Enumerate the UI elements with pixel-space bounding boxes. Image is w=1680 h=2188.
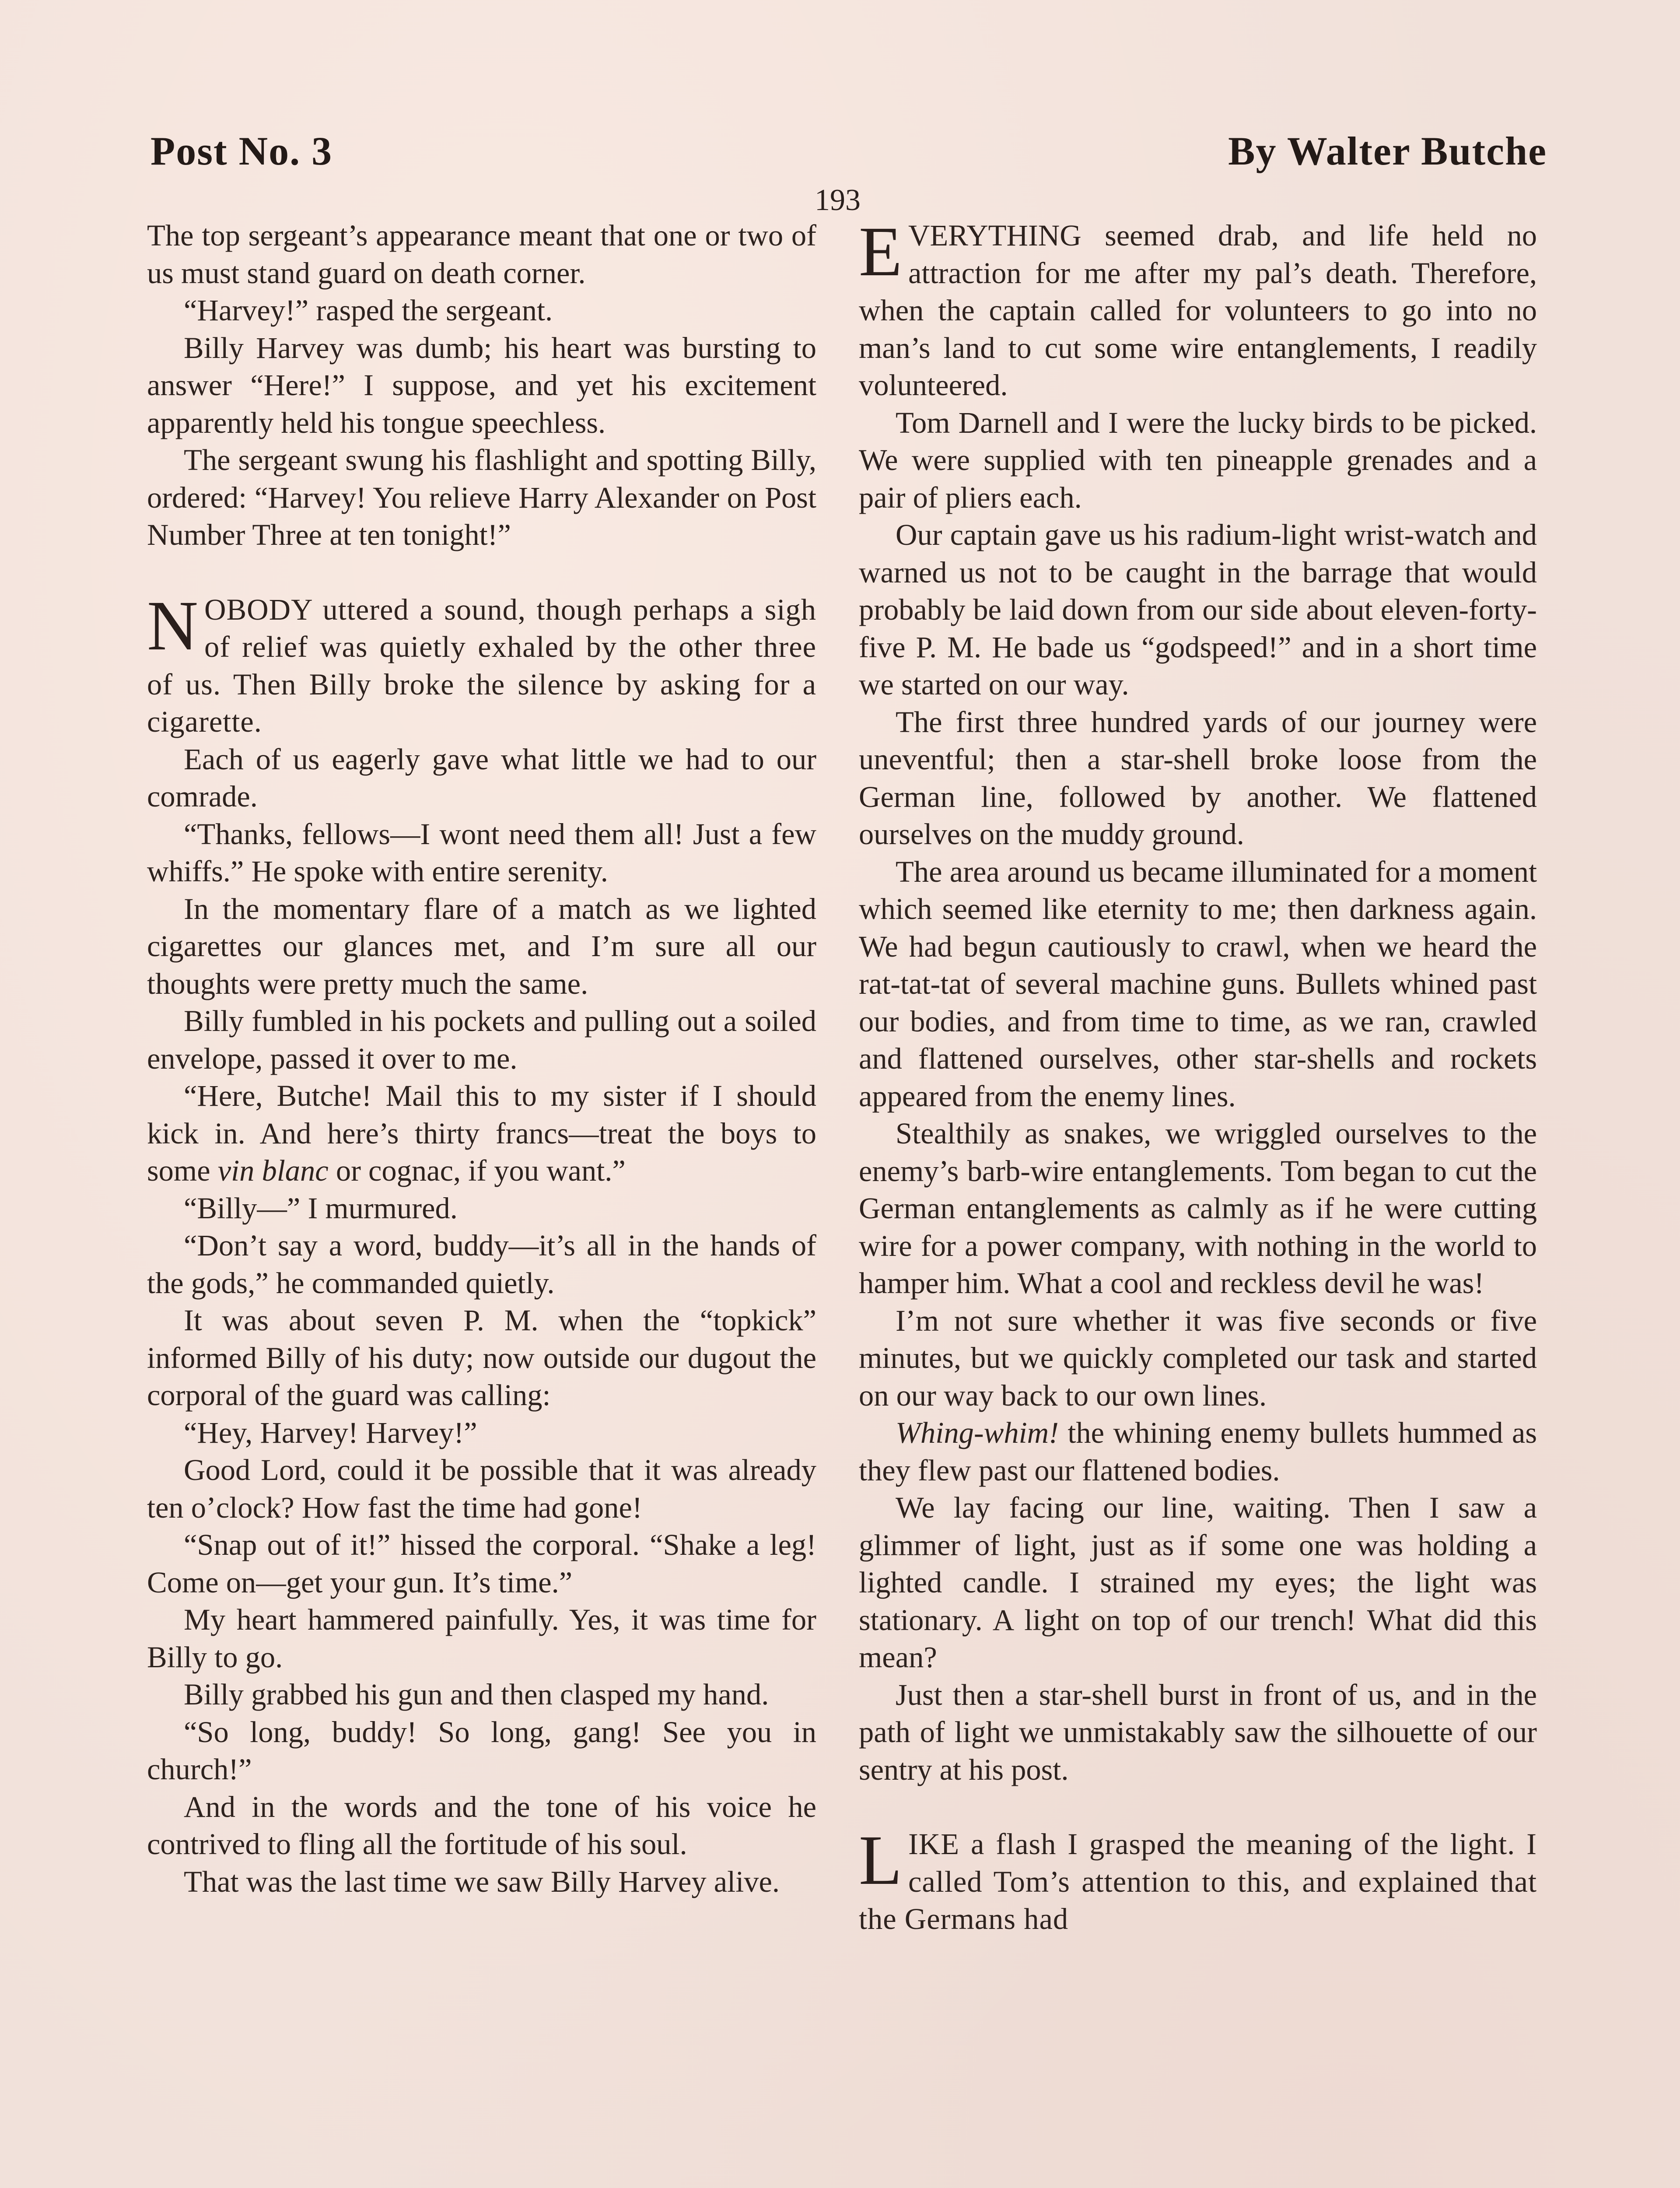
paragraph <box>147 1077 816 1190</box>
drop-cap: L <box>859 1821 902 1900</box>
section-opening-paragraph <box>859 1821 1537 1938</box>
paragraph: Billy fumbled in his pockets and pulling out a soiled envelope, passed it over to me. <box>147 1004 816 1075</box>
story-title: Post No. 3 <box>150 129 333 173</box>
drop-cap: E <box>859 213 902 291</box>
paragraph: And in the words and the tone of his voice he contrived to fling all the fortitude of his soul. <box>147 1790 816 1861</box>
section-opening-paragraph <box>147 586 816 741</box>
paragraph: “Don’t say a word, buddy—it’s all in the hands of the gods,” he commanded quietly. <box>147 1229 816 1300</box>
paragraph: We lay facing our line, waiting. Then I saw a glimmer of light, just as if some one was holding a lighted candle. I strained my eyes; the light was stationary. A light on top of our trench! What did this mean? <box>859 1491 1537 1674</box>
paragraph: “So long, buddy! So long, gang! See you in church!” <box>147 1715 816 1786</box>
paragraph: “Billy—” I murmured. <box>184 1191 458 1225</box>
paragraph: The first three hundred yards of our journey were uneventful; then a star-shell broke loose from the German line, followed by another. We flattened ourselves on the muddy ground. <box>859 705 1537 851</box>
paragraph: That was the last time we saw Billy Harvey alive. <box>184 1865 780 1898</box>
paragraph: In the momentary flare of a match as we lighted cigarettes our glances met, and I’m sure all our thoughts were pretty much the same. <box>147 892 816 1000</box>
paragraph: I’m not sure whether it was five seconds or five minutes, but we quickly completed our task and started on our way back to our own lines. <box>859 1304 1537 1412</box>
paragraph <box>859 1414 1537 1489</box>
paragraph-text: or cognac, if you want.” <box>328 1154 626 1187</box>
paragraph: Tom Darnell and I were the lucky birds to be picked. We were supplied with ten pineapple grenades and a pair of pliers each. <box>859 406 1537 514</box>
paragraph: The sergeant swung his flashlight and spotting Billy, ordered: “Harvey! You relieve Harry Alexander on Post Number Three at ten tonight!” <box>147 443 816 551</box>
paragraph: The top sergeant’s appearance meant that one or two of us must stand guard on death corner. <box>147 219 816 290</box>
paragraph-text: OBODY uttered a sound, though perhaps a sigh of relief was quietly exhaled by the other three of us. Then Billy broke the silence by asking for a cigarette. <box>147 593 816 738</box>
paragraph: The area around us became illuminated for a moment which seemed like eternity to me; then darkness again. We had begun cautiously to crawl, when we heard the rat-tat-tat of several machine guns. Bullets whined past our bodies, and from time to time, as we ran, crawled and flattened ourselves, other star-shells and rockets appeared from the enemy lines. <box>859 855 1537 1113</box>
paragraph: “Thanks, fellows—I wont need them all! Just a few whiffs.” He spoke with entire serenity. <box>147 817 816 888</box>
paragraph: “Snap out of it!” hissed the corporal. “Shake a leg! Come on—get your gun. It’s time.” <box>147 1528 816 1599</box>
drop-cap: N <box>147 586 198 665</box>
paragraph: Each of us eagerly gave what little we had to our comrade. <box>147 742 816 813</box>
page-number: 193 <box>815 183 861 217</box>
paragraph: “Hey, Harvey! Harvey!” <box>184 1416 477 1449</box>
story-byline: By Walter Butche <box>1228 129 1547 173</box>
paragraph: Just then a star-shell burst in front of us, and in the path of light we unmistakably saw the silhouette of our sentry at his post. <box>859 1678 1537 1786</box>
italic-phrase: Whing-whim! <box>896 1416 1059 1449</box>
right-column <box>859 213 1537 1938</box>
paragraph: Billy grabbed his gun and then clasped my hand. <box>184 1678 769 1711</box>
paragraph: It was about seven P. M. when the “topkick” informed Billy of his duty; now outside our dugout the corporal of the guard was calling: <box>147 1304 816 1412</box>
section-opening-paragraph <box>859 213 1537 404</box>
paragraph: Good Lord, could it be possible that it was already ten o’clock? How fast the time had gone! <box>147 1453 816 1524</box>
paragraph-text: “Here, Butche! Mail this to my sister if I should kick in. And here’s thirty francs—treat the boys to some <box>147 1079 816 1187</box>
paragraph-text: the whining enemy bullets hummed as they flew past our flattened bodies. <box>859 1416 1537 1487</box>
paragraph: “Harvey!” rasped the sergeant. <box>184 294 553 327</box>
italic-phrase: vin blanc <box>217 1154 329 1187</box>
paragraph: My heart hammered painfully. Yes, it was time for Billy to go. <box>147 1603 816 1674</box>
paragraph-text: IKE a flash I grasped the meaning of the light. I called Tom’s attention to this, and explained that the Germans had <box>859 1827 1537 1936</box>
paragraph: Billy Harvey was dumb; his heart was bursting to answer “Here!” I suppose, and yet his excitement apparently held his tongue speechless. <box>147 331 816 439</box>
paragraph-text: VERYTHING seemed drab, and life held no attraction for me after my pal’s death. Therefore, when the captain called for volunteers to go into no man’s land to cut some wire entanglements, I readily volunteered. <box>859 219 1537 402</box>
paragraph: Our captain gave us his radium-light wrist-watch and warned us not to be caught in the barrage that would probably be laid down from our side about eleven-forty-five P. M. He bade us “godspeed!” and in a short time we started on our way. <box>859 518 1537 701</box>
left-column <box>147 217 816 1900</box>
paragraph: Stealthily as snakes, we wriggled ourselves to the enemy’s barb-wire entanglements. Tom began to cut the German entanglements as calmly as if he were cutting wire for a power company, with nothing in the world to hamper him. What a cool and reckless devil he was! <box>859 1117 1537 1300</box>
